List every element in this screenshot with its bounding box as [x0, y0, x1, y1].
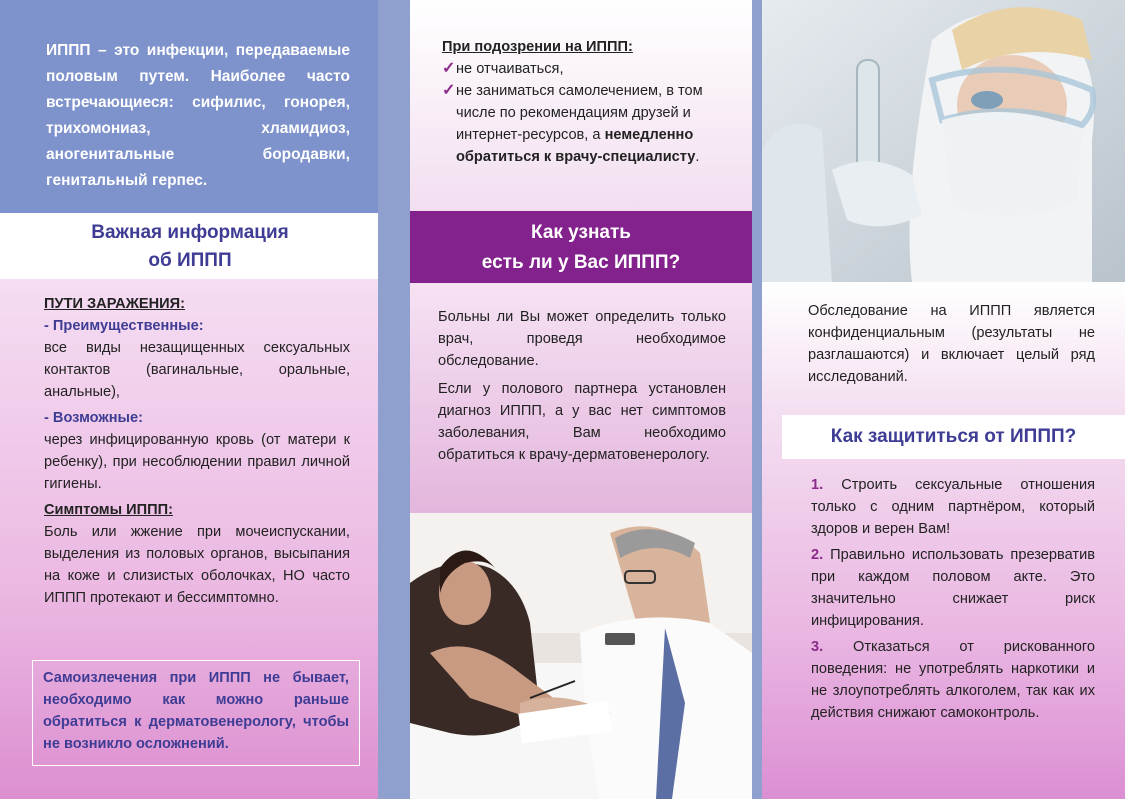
tip-number: 2. — [811, 547, 824, 563]
suspicion-block — [410, 0, 752, 211]
title-band-important — [0, 215, 378, 277]
symptoms-text: Боль или жжение при мочеиспускании, выделения из половых органов, высыпания на коже и слизистых оболочках, НО часто ИППП протекают и бессимптомно. — [44, 524, 350, 606]
suspicion-heading: При подозрении на ИППП: — [442, 39, 633, 55]
advice-item-2-plain: не заниматься самолечением, в том числе по рекомендациям друзей и интернет-ресурсов, а — [456, 83, 703, 143]
title-band-protection — [782, 415, 1125, 459]
tip-text: Строить сексуальные отношения только с одним партнёром, который здоров и верен Вам! — [811, 477, 1095, 537]
diagnosis-para-2: Если у полового партнера установлен диагноз ИППП, а у вас нет симптомов заболевания, Вам необходимо обратиться к врачу-дерматовенерологу. — [438, 381, 726, 463]
protection-tips-list — [811, 474, 1095, 728]
title-important-line2: об ИППП — [148, 250, 232, 271]
divider-strip-right — [752, 0, 762, 799]
advice-item-2-end: . — [695, 149, 700, 165]
primary-routes-heading: - Преимущественные: — [44, 318, 204, 334]
advice-item-2-text — [456, 80, 742, 168]
checkmark-icon: ✓ — [442, 60, 456, 77]
title-how-line1: Как узнать — [531, 222, 631, 243]
title-protection: Как защититься от ИППП? — [830, 426, 1077, 447]
primary-routes-text: все виды незащищенных сексуальных контактов (вагинальные, оральные, анальные), — [44, 340, 350, 400]
tip-number: 3. — [811, 639, 824, 655]
possible-routes-text: через инфицированную кровь (от матери к ребенку), при несоблюдении правил личной гигиены. — [44, 432, 350, 492]
list-item — [811, 544, 1095, 632]
advice-item-1 — [442, 58, 742, 80]
advice-item-2-bold: немедленно обратиться к врачу-специалисту — [456, 127, 696, 165]
advice-item-1-text: не отчаиваться, — [456, 61, 564, 77]
diagnosis-block — [410, 283, 752, 513]
advice-item-2 — [442, 80, 742, 168]
warning-box: Самоизлечения при ИППП не бывает, необходимо как можно раньше обратиться к дерматовенерологу, чтобы не возникло осложнений. — [32, 660, 360, 766]
panel-protection — [762, 0, 1125, 799]
protection-block — [762, 282, 1125, 799]
lab-scientist-photo — [762, 0, 1125, 282]
diagnosis-para-1: Больны ли Вы может определить только врач, проведя необходимое обследование. — [438, 309, 726, 369]
list-item — [811, 636, 1095, 724]
examination-info: Обследование на ИППП является конфиденциальным (результаты не разглашаются) и включает целый ряд исследований. — [808, 303, 1095, 385]
symptoms-heading: Симптомы ИППП: — [44, 502, 173, 518]
intro-text: ИППП – это инфекции, передаваемые половым путем. Наиболее часто встречающиеся: сифилис, гонорея, трихомониаз, хламидиоз, аногенитальные бородавки, генитальный герпес. — [46, 42, 350, 189]
title-how-line2: есть ли у Вас ИППП? — [481, 252, 681, 273]
doctor-consultation-photo — [410, 513, 752, 799]
title-important-line1: Важная информация — [91, 222, 289, 243]
title-band-how-to-know — [410, 211, 752, 283]
routes-symptoms-block — [0, 279, 378, 799]
divider-strip-left — [378, 0, 410, 799]
checkmark-icon: ✓ — [442, 82, 456, 99]
tip-number: 1. — [811, 477, 824, 493]
tip-text: Отказаться от рискованного поведения: не употреблять наркотики и не злоупотреблять алкоголем, так как их действия снижают самоконтроль. — [811, 639, 1095, 721]
list-item — [811, 474, 1095, 540]
intro-block — [0, 0, 378, 213]
panel-important-info — [0, 0, 378, 799]
panel-how-to-know — [410, 0, 752, 799]
routes-heading: ПУТИ ЗАРАЖЕНИЯ: — [44, 296, 185, 312]
possible-routes-heading: - Возможные: — [44, 410, 143, 426]
tip-text: Правильно использовать презерватив при каждом половом акте. Это значительно снижает риск инфицирования. — [811, 547, 1095, 629]
